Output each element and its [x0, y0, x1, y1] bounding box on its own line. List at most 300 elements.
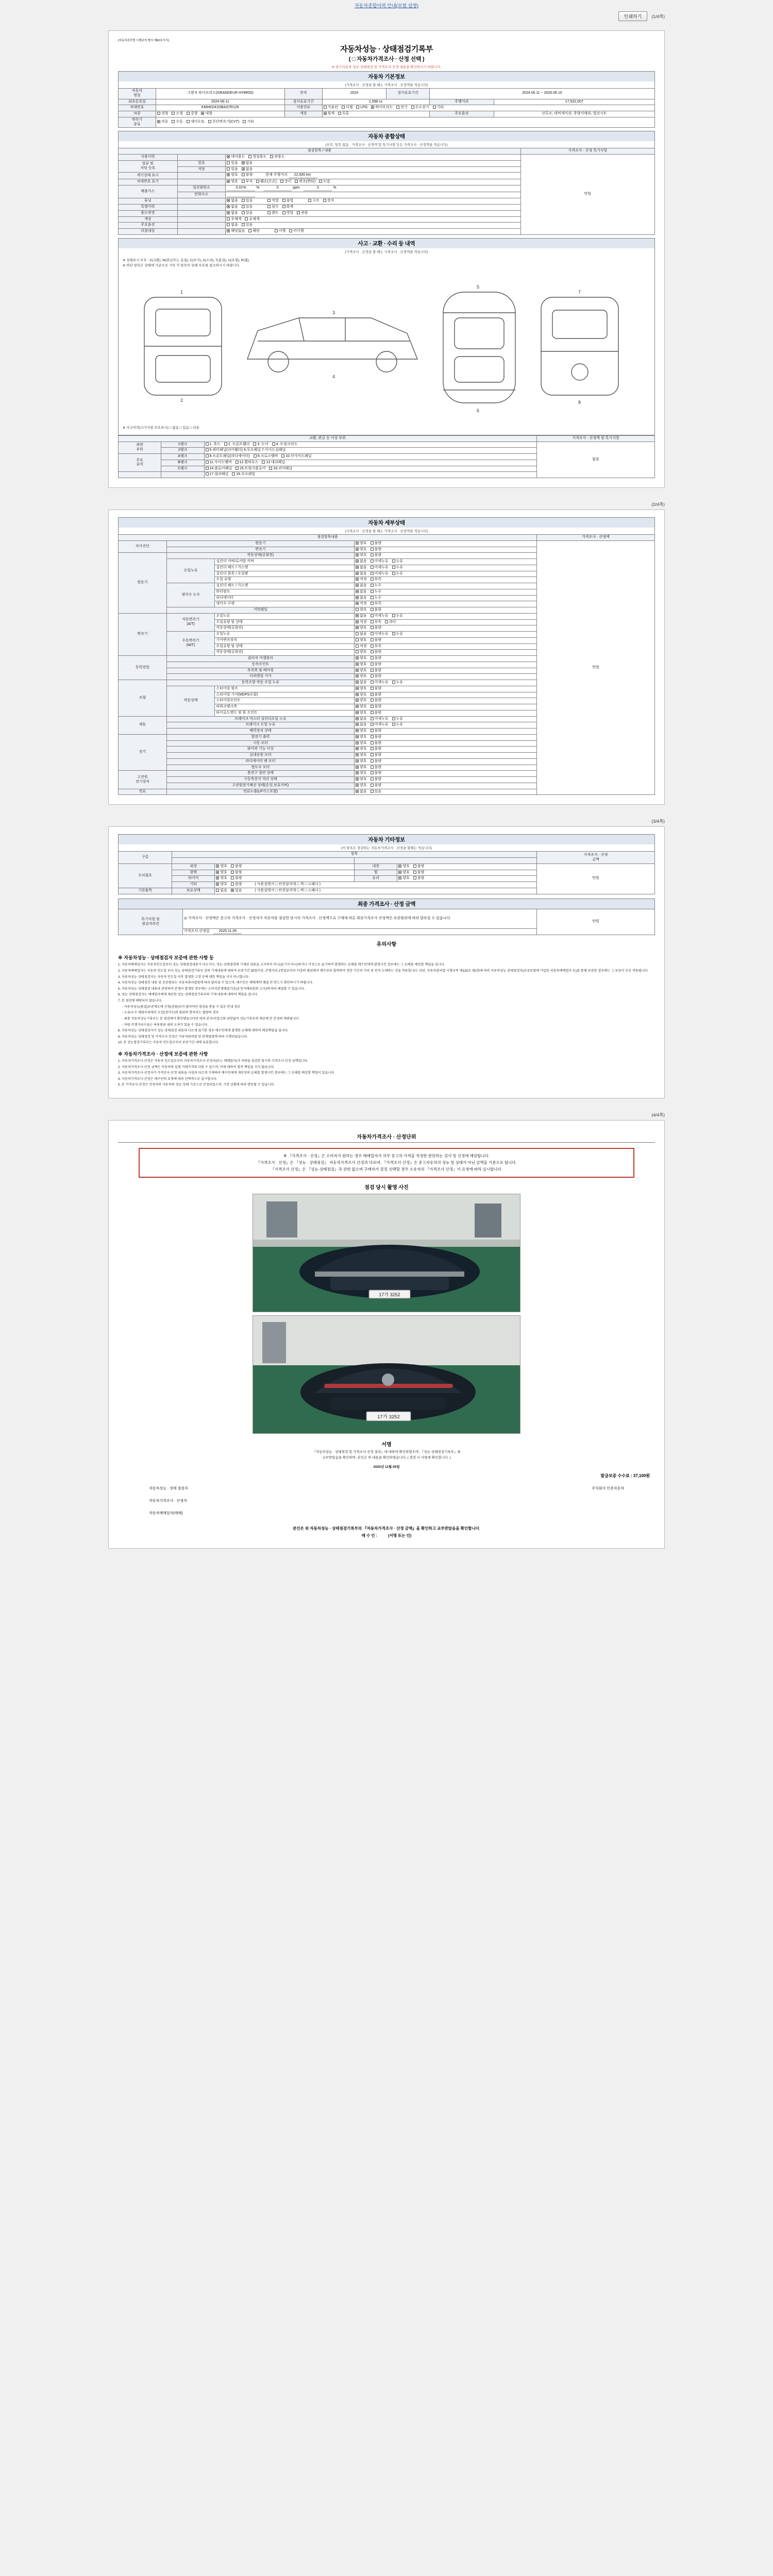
- item-steer-pump: 스티어링 펌프: [215, 686, 355, 692]
- wheel-bad[interactable]: 불량: [413, 871, 425, 875]
- item-hv-charge: 충전구 절연 상태: [166, 771, 354, 777]
- opts-mt-leak: [355, 632, 537, 638]
- cell-label-mileage: 주행거리: [429, 99, 494, 105]
- eng-block-fine[interactable]: 미세누유: [371, 572, 389, 577]
- photo-rear-svg: [253, 1316, 520, 1434]
- fuel-opt-ev[interactable]: 전기: [396, 106, 408, 110]
- steer-tierod-bad[interactable]: 불량: [371, 711, 382, 716]
- opts-fuel-leak: [355, 789, 537, 795]
- svg-text:8: 8: [578, 399, 581, 405]
- commonrail-bad[interactable]: 불량: [371, 608, 382, 613]
- use-opt-rental[interactable]: 대여용도: [227, 155, 245, 160]
- fuel-opt-gasoline[interactable]: 가솔린: [324, 106, 338, 110]
- cell-value-color: [322, 111, 429, 117]
- usechange-opt-rental[interactable]: 렌트: [267, 211, 279, 216]
- brake-master-fine[interactable]: 미세누유: [371, 717, 389, 722]
- col-head-exchange: 교환, 판금 등 이상 부위: [119, 435, 537, 442]
- special-opt-flood[interactable]: 침수: [267, 205, 279, 210]
- recall-opt-notdone[interactable]: 미이행: [289, 229, 304, 234]
- special-opt-yes[interactable]: 있음: [242, 205, 253, 210]
- final-note: ◎ 가격조사 · 산정액은 중고차 가격조사 · 산정자가 자동차를 점검한 당시의 가격조사 · 산정액으로 구매에 따른 최종가격조사·산정액은 보증범위에 따라 달라질 수 있습니다.: [182, 909, 536, 928]
- tuning-opt-legal[interactable]: 적법: [267, 199, 279, 204]
- alt-bad[interactable]: 불량: [371, 735, 382, 740]
- mortgage-opt-no[interactable]: 없음: [242, 167, 253, 172]
- diff-bad[interactable]: 불량: [371, 674, 382, 679]
- recall-opt-yes[interactable]: 해당: [248, 229, 260, 234]
- notice-item: - 차량 주행거리수표는 허용범위 내의 오차가 있을 수 있습니다.: [122, 1023, 208, 1027]
- cell-label-disp: 검사유효기간: [284, 99, 322, 105]
- meter-opt-good[interactable]: 양호: [227, 173, 238, 178]
- notice-item: 1. 자동차가격조사·산정은 자동차 인도일로부터 자동차가격조사·산정자(또는 매매업자)가 차량을 점검한 당시의 가격조사·산정 금액입니다.: [118, 1059, 309, 1063]
- item-interior: 내장: [355, 863, 397, 870]
- col-head-price: 가격조사 · 산정 특기사항: [520, 148, 654, 155]
- use-opt-biz[interactable]: 영업용도: [248, 155, 266, 160]
- row-opts-lien1: [226, 160, 521, 166]
- grp-brake: 제동: [119, 716, 167, 734]
- vinmark-opt-diff[interactable]: 상이: [280, 180, 292, 184]
- mt-gear-good[interactable]: 양호: [356, 638, 367, 643]
- steer-leak-leak[interactable]: 누유: [392, 681, 404, 685]
- sign-row-3: [149, 1511, 624, 1516]
- item-brake-oil: 브레이크 오일 누유: [166, 722, 354, 728]
- steer-joint-good[interactable]: 양호: [356, 699, 367, 703]
- colorstate-opt-none[interactable]: 무채색: [227, 217, 241, 222]
- row-items-a: [204, 454, 536, 460]
- brake-oil-leak[interactable]: 누유: [392, 723, 404, 727]
- recall-opt-done[interactable]: 이행: [275, 229, 286, 234]
- eng-rocker-leak[interactable]: 누유: [392, 560, 404, 564]
- row-rank-a: A랭크: [161, 454, 204, 460]
- opts-mt-gear: [355, 637, 537, 643]
- frame-rearpanel[interactable]: 16.리어패널: [269, 467, 292, 471]
- steer-crank-good[interactable]: 양호: [356, 705, 367, 709]
- frame-price-cell: 없음: [536, 442, 654, 478]
- pol-good[interactable]: 양호: [216, 871, 227, 875]
- trans-opt-semi[interactable]: 세미오토: [187, 120, 205, 125]
- svg-text:1: 1: [180, 289, 183, 295]
- int-good[interactable]: 양호: [398, 865, 410, 869]
- cell-value-option: 선루프, 네비게이션, 후방카메라, 열선시트: [494, 111, 654, 117]
- steer-gear-bad[interactable]: 불량: [371, 693, 382, 698]
- cvjoint-bad[interactable]: 불량: [371, 663, 382, 667]
- diff-good[interactable]: 양호: [356, 674, 367, 679]
- etc-good[interactable]: 양호: [216, 883, 227, 887]
- steer-pump-good[interactable]: 양호: [356, 687, 367, 691]
- type-opt-light[interactable]: 경형: [157, 112, 169, 116]
- fuel-opt-etc[interactable]: 기타: [433, 106, 444, 110]
- type-opt-mid[interactable]: 중형: [187, 112, 198, 116]
- row-rank-c: C랭크: [161, 466, 204, 472]
- frame-pillar[interactable]: 17.필러패널: [206, 472, 229, 477]
- at-leak-fine[interactable]: 미세누유: [371, 614, 389, 619]
- item-fuel-leak: 연료누출(LP가스포함): [166, 789, 354, 795]
- tuning-opt-none[interactable]: 없음: [227, 199, 238, 204]
- ext-good[interactable]: 양호: [216, 865, 227, 869]
- opts-brake-master: [355, 716, 537, 722]
- frame-sidemember[interactable]: 11.사이드멤버: [206, 461, 232, 465]
- at-idle-good[interactable]: 양호: [356, 626, 367, 631]
- wheel-good[interactable]: 양호: [398, 871, 410, 875]
- opts-hv-charge: [355, 771, 537, 777]
- hv-charge-good[interactable]: 양호: [356, 771, 367, 776]
- opts-etc: [215, 882, 537, 888]
- majoropt-opt-yes[interactable]: 있음: [242, 223, 253, 228]
- tuning-opt-struct[interactable]: 구조: [308, 199, 320, 204]
- usechange-opt-biz[interactable]: 영업: [282, 211, 294, 216]
- meter-opt-bad[interactable]: 불량: [242, 173, 253, 178]
- mortgage-opt-yes[interactable]: 있음: [227, 167, 238, 172]
- color-opt-solid[interactable]: 원색: [324, 112, 335, 116]
- item-starter: 시동 모터: [166, 740, 354, 747]
- sub-at: 자동변속기 (A/T): [166, 613, 215, 631]
- row-sub-recall: [177, 229, 226, 235]
- cvjoint-good[interactable]: 양호: [356, 663, 367, 667]
- row-opts-meter: [226, 173, 521, 179]
- sd-eng-bad[interactable]: 불량: [371, 541, 382, 546]
- sub-steer-op: 작동상태: [166, 686, 215, 716]
- opts-hv-battery: [355, 777, 537, 783]
- mt-leak-leak[interactable]: 누유: [392, 632, 404, 637]
- fuel-opt-lpg[interactable]: LPG: [356, 106, 367, 110]
- use-opt-gov[interactable]: 관용도: [270, 155, 284, 160]
- page4-redbox: [139, 1148, 634, 1178]
- tuning-opt-yes[interactable]: 있음: [242, 199, 253, 204]
- overall-state-table: [118, 148, 655, 235]
- sign-row-1: [149, 1486, 624, 1491]
- steer-leak-none[interactable]: 없음: [356, 681, 367, 685]
- table-row: [119, 111, 655, 117]
- table-row: [119, 909, 655, 928]
- at-idle-bad[interactable]: 불량: [371, 626, 382, 631]
- row-label-extra: [119, 472, 161, 478]
- opts-exterior: [215, 863, 355, 870]
- starter-bad[interactable]: 불량: [371, 741, 382, 746]
- blower-bad[interactable]: 불량: [371, 753, 382, 758]
- tire-bad[interactable]: 불량: [231, 876, 242, 881]
- frame-frontpanel[interactable]: 8.프론트패널(라디에이터): [206, 454, 250, 459]
- row-sub-hc: 탄화수소: [177, 192, 226, 198]
- majoropt-opt-none[interactable]: 없음: [227, 223, 238, 228]
- alt-good[interactable]: 양호: [356, 735, 367, 740]
- item-eng-head: 실린더 헤드 / 가스켓: [215, 565, 355, 571]
- section-sub-other: (이 항목은 점검하는 자동차가격조사 · 산정을 할때는 적습니다): [118, 844, 655, 851]
- windowmotor-good[interactable]: 양호: [356, 766, 367, 770]
- item-polish: 광택: [172, 870, 215, 876]
- cell-label-fuel: 사용연료: [284, 105, 322, 111]
- row-sub-vinmark: [177, 179, 226, 185]
- redbox-line-3: 『가격조사·산정』은 『성능·상태점검』과 관련 없으며 구매자가 결정·선택할 경우 소유자의 『가격조사·산정』이 요청에 따라 실시합니다.: [271, 1166, 502, 1172]
- special-opt-fire[interactable]: 화재: [282, 205, 294, 210]
- etc-bad[interactable]: 불량: [231, 883, 242, 887]
- panel-hood[interactable]: 1. 후드: [206, 443, 221, 447]
- mt-qty-low[interactable]: 부족: [371, 645, 382, 649]
- print-button[interactable]: 인쇄하기: [618, 11, 648, 21]
- fuel-opt-diesel[interactable]: 디젤: [342, 106, 353, 110]
- eng-block-none[interactable]: 없음: [356, 572, 367, 577]
- opts-selfdiag-engine: [355, 540, 537, 547]
- table-row: [119, 105, 655, 111]
- redbox-line-2: 『가격조사 · 산정』은 『성능 · 상태점검』 자동차가격조사·산정과 다르며, 『가격조사·산정』은 중고자동차의 성능 및 상태가 아닌 금액을 기준으로 합니다.: [256, 1160, 517, 1165]
- row-sub-meter: [177, 173, 226, 179]
- sd-trn-good[interactable]: 양호: [356, 548, 367, 552]
- item-cvjoint: 등속조인트: [166, 662, 354, 668]
- item-exterior: 외장: [172, 863, 215, 870]
- panel-door[interactable]: 3. 도어: [253, 443, 268, 447]
- page4-band: 자동차가격조사 · 산정단위: [118, 1131, 655, 1143]
- item-mt-qty: 오일유량 및 상태: [215, 643, 355, 650]
- mt-leak-none[interactable]: 없음: [356, 632, 367, 637]
- cell-value-type: [156, 111, 284, 117]
- mt-leak-fine[interactable]: 미세누유: [371, 632, 389, 637]
- item-steer-joint: 스티어링조인트: [215, 698, 355, 704]
- glass-good[interactable]: 양호: [398, 876, 410, 881]
- car-diagram-svg: [123, 269, 650, 423]
- col-head-other-div: 구분: [119, 852, 172, 864]
- steer-leak-fine[interactable]: 미세누유: [371, 681, 389, 685]
- eng-head-leak[interactable]: 누유: [392, 566, 404, 570]
- item-eng-block: 실린더 블록 / 오일팬: [215, 571, 355, 577]
- col-head-detail-price: 가격조사 · 산정액: [536, 535, 654, 541]
- steer-crank-bad[interactable]: 불량: [371, 705, 382, 709]
- mt-gear-bad[interactable]: 불량: [371, 638, 382, 643]
- trans-opt-manual[interactable]: 수동: [172, 120, 183, 125]
- cool-head-none[interactable]: 없음: [356, 584, 367, 588]
- section-band-basic: 자동차 기본정보: [118, 71, 655, 81]
- sd-trn-bad[interactable]: 불량: [371, 548, 382, 552]
- usechange-opt-gov[interactable]: 관용: [297, 211, 308, 216]
- driveshaft-bad[interactable]: 불량: [371, 669, 382, 673]
- cool-qty-low[interactable]: 부족: [371, 602, 382, 606]
- opts-hv-wiring: [355, 783, 537, 789]
- steer-tierod-good[interactable]: 양호: [356, 711, 367, 716]
- trans-opt-etc[interactable]: 기타: [243, 120, 254, 125]
- page-title: 자동차성능 · 상태점검기록부: [340, 45, 433, 54]
- fuel-leak-yes[interactable]: 있음: [371, 790, 382, 794]
- wiper-good[interactable]: 양호: [356, 747, 367, 752]
- diagram-legend-line: [123, 426, 650, 431]
- item-hv-wiring: 고전원전기배선 상태(손상,보호커버): [166, 783, 354, 789]
- sign-date: 2025년 11월 05일: [373, 1465, 400, 1469]
- special-opt-none[interactable]: 없음: [227, 205, 238, 210]
- notice-item: 5. 자동차성능·상태점검 내용과 관련하여 분쟁이 발생한 경우에는 소비자분쟁해결기준(공정거래위원회 고시)에 따라 해결할 수 있습니다.: [118, 987, 305, 991]
- cool-pump-none[interactable]: 없음: [356, 590, 367, 595]
- brake-booster-good[interactable]: 양호: [356, 729, 367, 734]
- cool-rad-leak[interactable]: 누수: [371, 596, 382, 601]
- steer-joint-bad[interactable]: 불량: [371, 699, 382, 703]
- hv-wire-good[interactable]: 양호: [356, 784, 367, 788]
- final-date-row: [182, 928, 536, 935]
- redbox-line-1: ※ 『가격조사 · 산정』은 소비자가 원하는 경우 매매업자가 의무 중고차 가격을 적정한 판단하는 검사 및 선정에 해당합니다.: [283, 1154, 490, 1158]
- fuel-opt-hybrid[interactable]: 하이브리드: [371, 106, 393, 110]
- opts-windowmotor: [355, 765, 537, 771]
- notice-item: 2. 자동차매매업자는 자동차 인도일 부터 성능·상태점검기록부 상의 기재내용에 대하여 보증기간 30일이상, 주행거리 2천킬로미터 이상의 범위에서 매수인과 합의하여 정한 기간과 거리 중 먼저 도래하는 것을 적용합니다. 다만, 자동차관리법 시행규칙 제120조 제1항에 따라 자동차성능·상태점검자(보증보험에 가입한 자동차매매업자 등)를 통해 보증한 경우에는 그 보증이 우선 적용됩니다.: [118, 969, 649, 973]
- row-label-colorstate: 색상: [119, 216, 178, 223]
- row-label-emission: 배출가스: [119, 185, 178, 198]
- at-leak-leak[interactable]: 누유: [392, 614, 404, 619]
- panel-trunklid[interactable]: 4. 트렁크리드: [272, 443, 298, 447]
- row-sub-lien1: 압류: [177, 160, 226, 166]
- history-link[interactable]: 자동차종합이력 안내(보험 설명): [354, 3, 419, 8]
- section-sub-accident: (가격조사 · 산정을 할 때는 가격조사 · 산정액을 적습니다): [118, 248, 655, 255]
- steer-pump-bad[interactable]: 불량: [371, 687, 382, 691]
- row-items-d: [204, 472, 536, 478]
- signer-label-3: 자동차매매업자(매매): [149, 1512, 183, 1516]
- windowmotor-bad[interactable]: 불량: [371, 766, 382, 770]
- eng-head-fine[interactable]: 미세누유: [371, 566, 389, 570]
- car-diagram: [123, 269, 650, 423]
- at-qty-ok[interactable]: 적정: [356, 620, 367, 625]
- cell-label-trans: 변속기 종류: [119, 117, 156, 128]
- print-row-1: [108, 11, 665, 23]
- meter-mileage-value: 22,600 km: [289, 173, 317, 178]
- hv-bat-bad[interactable]: 불량: [371, 777, 382, 782]
- frame-wheelhouse[interactable]: 12.휠하우스: [236, 461, 259, 465]
- steer-gear-good[interactable]: 양호: [356, 693, 367, 698]
- blower-good[interactable]: 양호: [356, 753, 367, 758]
- opts-radfan: [355, 758, 537, 765]
- eng-rocker-fine[interactable]: 미세누유: [371, 560, 389, 564]
- brake-oil-fine[interactable]: 미세누유: [371, 723, 389, 727]
- panel-frontfender[interactable]: 2. 프론트휀더: [224, 443, 250, 447]
- item-steer-leak: 동력조향 작동 오일 누유: [166, 680, 354, 686]
- cool-head-leak[interactable]: 누수: [371, 584, 382, 588]
- eng-block-leak[interactable]: 누유: [392, 572, 404, 577]
- vinmark-opt-good[interactable]: 양호: [227, 180, 238, 184]
- wiper-bad[interactable]: 불량: [371, 747, 382, 752]
- opts-tire: [215, 876, 355, 882]
- mt-idle-bad[interactable]: 불량: [371, 650, 382, 655]
- at-qty-low[interactable]: 부족: [371, 620, 382, 625]
- cell-value-year: 2024: [322, 89, 386, 99]
- commonrail-good[interactable]: 양호: [356, 608, 367, 613]
- grp-electric: 전기: [119, 734, 167, 771]
- frame-insidepanel[interactable]: 10.인사이드패널: [281, 454, 311, 459]
- tuning-opt-device[interactable]: 장치: [323, 199, 334, 204]
- fuel-opt-h2[interactable]: 수소전기: [411, 106, 429, 110]
- fuel-leak-none[interactable]: 없음: [356, 790, 367, 794]
- int-bad[interactable]: 불량: [413, 865, 425, 869]
- lien-opt-yes[interactable]: 있음: [227, 161, 238, 166]
- radfan-bad[interactable]: 불량: [371, 759, 382, 764]
- row-sub-colorstate: [177, 216, 226, 223]
- fee-row: [118, 1473, 650, 1479]
- brake-booster-bad[interactable]: 불량: [371, 729, 382, 734]
- page-label-3: (3/4쪽): [651, 819, 665, 824]
- opts-starter: [355, 740, 537, 747]
- item-steer-crank: 파워크랭크축: [215, 704, 355, 710]
- at-qty-over[interactable]: 과다: [385, 620, 396, 625]
- panel-quarter[interactable]: 5.쿼터패널(리어휀더) 6.루프패널 7.사이드실패널: [206, 448, 286, 453]
- brake-master-leak[interactable]: 누유: [392, 717, 404, 722]
- etc-note: ( 사용설명서 □ 안전삼각대 □ 잭 □ 스패너 ): [255, 883, 321, 887]
- frame-roofrail[interactable]: 18.루프레일: [232, 472, 255, 477]
- opts-blower: [355, 753, 537, 759]
- row-rank-b: B랭크: [161, 460, 204, 466]
- eng-oilqty-ok[interactable]: 적정: [356, 578, 367, 582]
- table-row: [119, 852, 655, 858]
- row-label-majoropt: 주요옵션: [119, 223, 178, 229]
- frame-trunkfloor[interactable]: 15.트렁크플로어: [236, 467, 265, 471]
- mt-idle-good[interactable]: 양호: [356, 650, 367, 655]
- usechange-opt-yes[interactable]: 있음: [242, 211, 253, 216]
- hv-charge-bad[interactable]: 불량: [371, 771, 382, 776]
- ext-bad[interactable]: 불량: [231, 865, 242, 869]
- opts-driveshaft: [355, 668, 537, 674]
- hold-yes[interactable]: 있음: [231, 889, 242, 893]
- table-row: [119, 540, 655, 547]
- trans-opt-auto[interactable]: 자동: [157, 120, 169, 125]
- opts-at-qty: [355, 619, 537, 625]
- brake-master-none[interactable]: 없음: [356, 717, 367, 722]
- mt-qty-ok[interactable]: 적정: [356, 645, 367, 649]
- signer-label-1: 자동차성능 · 상태 점검자: [149, 1487, 188, 1491]
- driveshaft-good[interactable]: 양호: [356, 669, 367, 673]
- starter-good[interactable]: 양호: [356, 741, 367, 746]
- hv-bat-good[interactable]: 양호: [356, 777, 367, 782]
- eng-rocker-none[interactable]: 없음: [356, 560, 367, 564]
- eng-idle-bad[interactable]: 불량: [371, 553, 382, 558]
- color-opt-two[interactable]: 투톤: [338, 112, 349, 116]
- vinmark-opt-damage[interactable]: 훼손(오손): [256, 180, 277, 184]
- usechange-opt-none[interactable]: 없음: [227, 211, 238, 216]
- type-opt-small[interactable]: 소형: [172, 112, 183, 116]
- co-value: 0.01%: [227, 186, 255, 191]
- type-opt-large[interactable]: 대형: [201, 112, 212, 116]
- cool-qty-ok[interactable]: 적정: [356, 602, 367, 606]
- at-leak-none[interactable]: 없음: [356, 614, 367, 619]
- clutch-good[interactable]: 양호: [356, 656, 367, 661]
- final-date-value: 2025.11.05: [213, 929, 242, 935]
- item-steer-gear: 스티어링 기어(MDPS포함): [215, 692, 355, 698]
- cool-pump-leak[interactable]: 누수: [371, 590, 382, 595]
- vinmark-opt-alter[interactable]: 변조(변타): [295, 180, 315, 184]
- colorstate-opt-yes[interactable]: 유채색: [245, 217, 259, 222]
- eng-head-none[interactable]: 없음: [356, 566, 367, 570]
- notice-s1-title: ※ 자동차성능 · 상태점검자 보증에 관한 사항 등: [118, 955, 214, 961]
- form-code: [자동차관리법 시행규칙 별지 제82호서식]: [118, 39, 169, 42]
- sd-eng-good[interactable]: 양호: [356, 541, 367, 546]
- tuning-opt-illegal[interactable]: 불법: [282, 199, 294, 204]
- page-subtitle: ( □ 자동차가격조사 · 산정 선택 ): [348, 56, 425, 62]
- tire-good[interactable]: 양호: [216, 876, 227, 881]
- notice-item: - 누유/누수 해당부위에서 오일(냉각수)의 범위의 방치되는 불량의 경우: [122, 1011, 219, 1015]
- hv-wire-bad[interactable]: 불량: [371, 784, 382, 788]
- cool-rad-none[interactable]: 없음: [356, 596, 367, 601]
- frame-crossmember[interactable]: 9.크로스멤버: [254, 454, 278, 459]
- vinmark-opt-erase[interactable]: 도말: [319, 180, 330, 184]
- recall-opt-na[interactable]: 해당없음: [227, 229, 245, 234]
- co-ppm: 0: [263, 186, 292, 191]
- row-items-1: [204, 442, 536, 448]
- item-wheel: 휠: [355, 870, 397, 876]
- radfan-good[interactable]: 양호: [356, 759, 367, 764]
- frame-floorpanel[interactable]: 14.플로어패널: [206, 467, 232, 471]
- vinmark-opt-corrode[interactable]: 부식: [242, 180, 253, 184]
- glass-bad[interactable]: 불량: [413, 876, 425, 881]
- svg-text:5: 5: [477, 284, 480, 290]
- row-sub-co: 일산화탄소: [177, 185, 226, 192]
- brake-oil-none[interactable]: 없음: [356, 723, 367, 727]
- hold-none[interactable]: 없음: [216, 889, 227, 893]
- pol-bad[interactable]: 불량: [231, 871, 242, 875]
- lien-opt-no[interactable]: 없음: [242, 161, 253, 166]
- frame-dashpanel[interactable]: 13.대쉬패널: [262, 461, 285, 465]
- row-sub-usechange: [177, 210, 226, 216]
- eng-idle-good[interactable]: 양호: [356, 553, 367, 558]
- eng-oilqty-low[interactable]: 부족: [371, 578, 382, 582]
- clutch-bad[interactable]: 불량: [371, 656, 382, 661]
- trans-opt-cvt[interactable]: 무단변속기(CVT): [208, 120, 239, 125]
